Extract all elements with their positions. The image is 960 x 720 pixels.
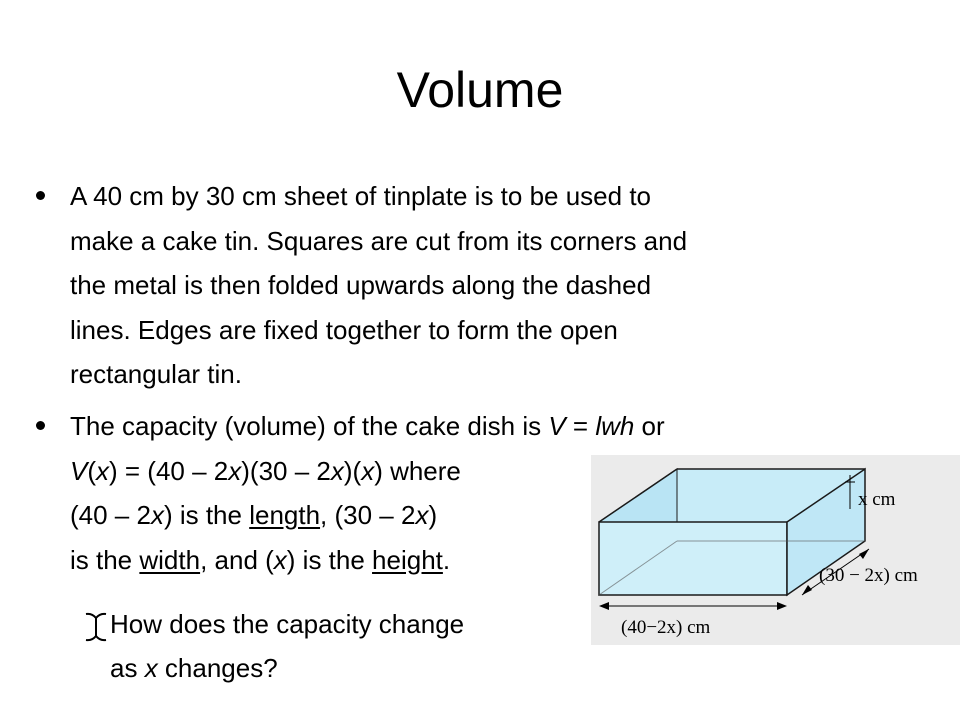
- text-run: .: [442, 544, 451, 575]
- bullet-2-line: [70, 449, 665, 494]
- box-diagram: [591, 455, 960, 645]
- height-label: x cm: [858, 489, 896, 510]
- math-var: x: [330, 455, 344, 486]
- underlined-term: height: [372, 544, 443, 575]
- bullet-1-text: [70, 174, 687, 397]
- bullet-dot: [36, 191, 45, 200]
- bullet-1-line: lines. Edges are fixed together to form the open: [70, 314, 618, 345]
- text-run: as: [110, 653, 145, 683]
- slide-title: Volume: [396, 62, 564, 118]
- text-run: , (30 – 2: [320, 500, 416, 530]
- bullet-1-line: make a cake tin. Squares are cut from its corners and: [70, 225, 688, 256]
- bullet-1-line: the metal is then folded upwards along the dashed: [70, 270, 652, 300]
- front-face: [599, 522, 787, 595]
- math-var: x: [273, 544, 287, 575]
- text-run: =: [565, 411, 596, 441]
- math-var: x: [96, 455, 110, 486]
- math-var: lwh: [595, 411, 635, 441]
- text-run: ) is the: [163, 500, 250, 530]
- box-figure: [591, 455, 960, 645]
- text-run: )(: [343, 455, 362, 486]
- bullet-1-line: rectangular tin.: [70, 359, 242, 389]
- text-run: or: [634, 411, 665, 441]
- length-label: (40−2x) cm: [621, 617, 711, 638]
- math-var: x: [144, 653, 158, 683]
- math-var: x: [415, 500, 429, 530]
- bullet-2-line: [70, 404, 665, 449]
- bullet-2-line: [70, 538, 665, 583]
- width-label: (30 − 2x) cm: [819, 565, 918, 586]
- math-var: x: [228, 455, 242, 486]
- bullet-dot: [36, 421, 45, 430]
- i-beam-cursor-icon: [84, 612, 110, 642]
- text-run: The capacity (volume) of the cake dish is: [70, 411, 549, 441]
- sub-bullet-line: How does the capacity change: [110, 609, 465, 639]
- sub-bullet-line: [110, 646, 464, 690]
- text-run: (40 – 2: [70, 500, 151, 530]
- text-run: ) = (40 – 2: [109, 455, 229, 486]
- text-run: changes?: [157, 653, 278, 683]
- text-run: is the: [70, 544, 140, 575]
- bullet-1-line: A 40 cm by 30 cm sheet of tinplate is to be used to: [70, 181, 652, 211]
- text-run: ) is the: [286, 544, 373, 575]
- underlined-term: width: [139, 544, 201, 575]
- text-run: , and (: [200, 544, 274, 575]
- math-var: V: [70, 455, 88, 486]
- underlined-term: length: [249, 500, 321, 530]
- math-var: V: [548, 411, 566, 441]
- bullet-2-line: [70, 493, 665, 538]
- text-run: )(30 – 2: [241, 455, 331, 486]
- text-run: ) where: [374, 455, 461, 486]
- sub-bullet-text: [110, 602, 464, 690]
- text-run: (: [87, 455, 97, 486]
- bullet-2-text: [70, 404, 665, 582]
- math-var: x: [361, 455, 375, 486]
- math-var: x: [150, 500, 164, 530]
- text-run: ): [428, 500, 438, 530]
